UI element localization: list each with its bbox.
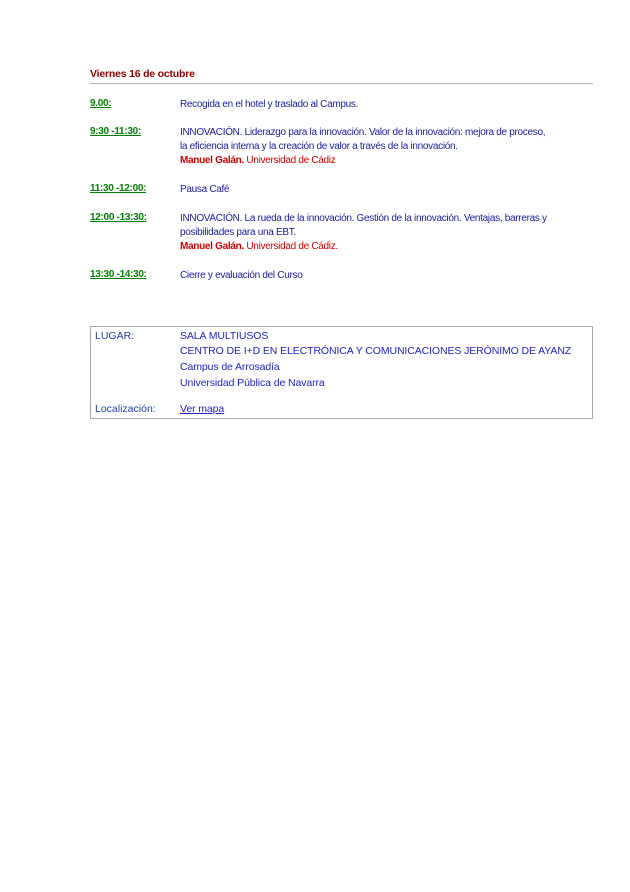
schedule-time: 9.00:	[90, 98, 112, 109]
schedule-line: posibilidades para una EBT.	[180, 227, 296, 239]
schedule-description	[180, 269, 594, 283]
localizacion-label: Localización:	[95, 403, 156, 415]
schedule-description	[180, 126, 594, 169]
speaker-name: Manuel Galán.	[180, 241, 244, 253]
schedule-line: INNOVACIÓN. La rueda de la innovación. Gestión de la innovación. Ventajas, barreras y	[180, 213, 547, 224]
venue-box	[90, 326, 593, 419]
venue-line: CENTRO DE I+D EN ELECTRÓNICA Y COMUNICACIONES JERÓNIMO DE AYANZ	[180, 345, 572, 357]
schedule-description	[180, 183, 594, 197]
speaker-name: Manuel Galán.	[180, 155, 244, 167]
lugar-label: LUGAR:	[95, 330, 135, 342]
schedule-time: 9:30 -11:30:	[90, 126, 141, 137]
schedule-line: Recogida en el hotel y traslado al Campus.	[180, 99, 359, 110]
venue-line: Universidad Pública de Navarra	[180, 377, 325, 389]
venue-line: Campus de Arrosadía	[180, 361, 280, 373]
schedule-time: 11:30 -12:00:	[90, 183, 147, 194]
speaker	[180, 154, 594, 168]
schedule-line: INNOVACIÓN. Liderazgo para la innovación. Valor de la innovación: mejora de proceso,	[180, 127, 546, 138]
schedule-time: 12:00 -13:30:	[90, 212, 147, 223]
schedule-time: 13:30 -14:30:	[90, 269, 147, 280]
map-link[interactable]: Ver mapa	[180, 403, 225, 415]
venue-line: SALA MULTIUSOS	[180, 330, 269, 342]
schedule-description	[180, 98, 594, 112]
speaker-affiliation: Universidad de Cádiz.	[243, 241, 338, 253]
schedule-line: la eficiencia interna y la creación de valor a través de la innovación.	[180, 141, 458, 153]
speaker-affiliation: Universidad de Cádiz	[243, 155, 336, 167]
schedule-line: Pausa Café	[180, 184, 230, 195]
schedule-description	[180, 212, 594, 255]
day-title: Viernes 16 de octubre	[90, 68, 195, 80]
title-divider	[90, 83, 593, 84]
schedule-line: Cierre y evaluación del Curso	[180, 270, 303, 281]
speaker	[180, 240, 594, 254]
